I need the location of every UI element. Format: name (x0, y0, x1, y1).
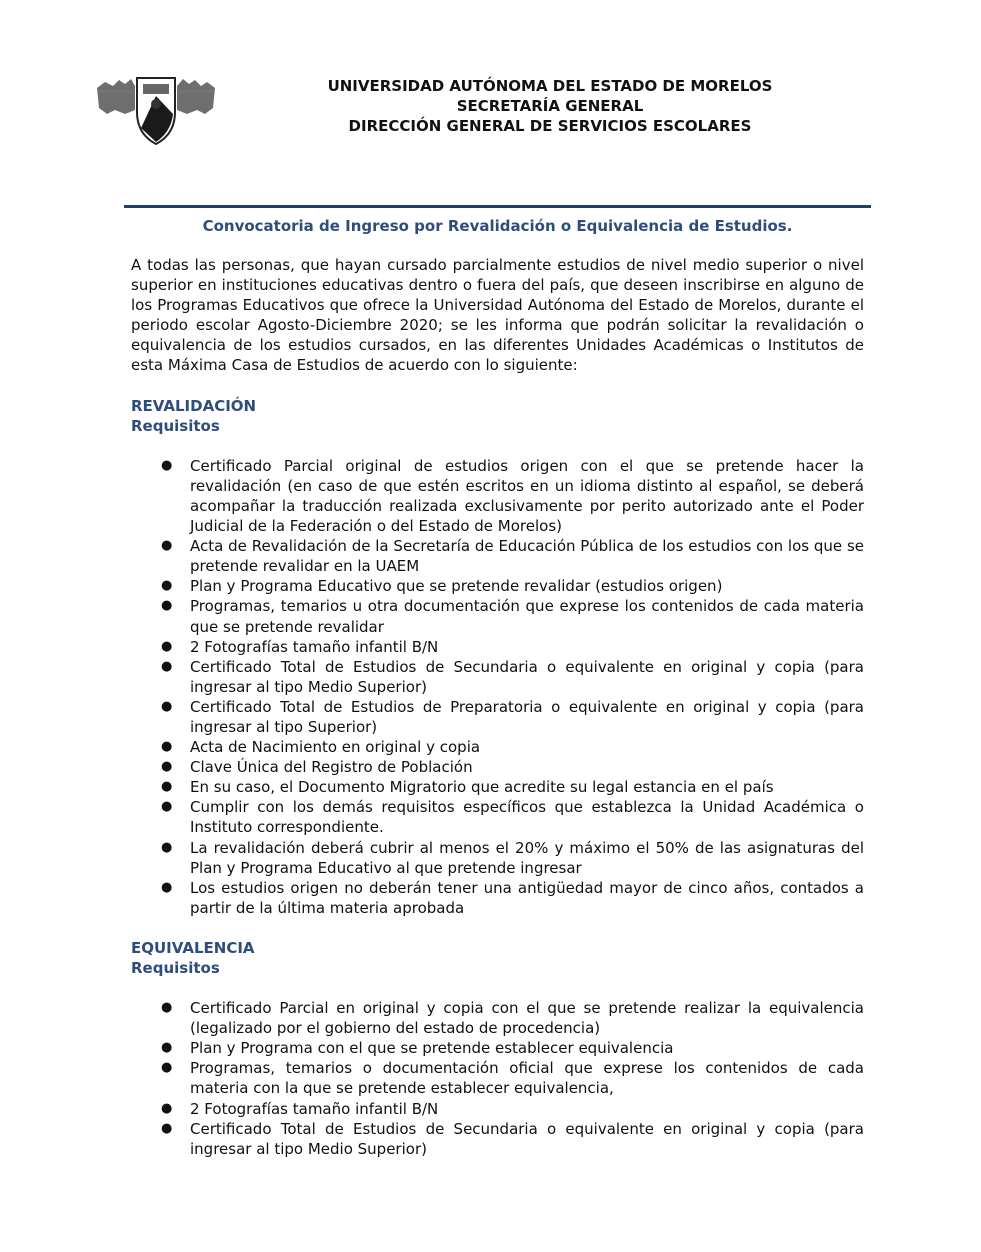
list-item: ● Certificado Total de Estudios de Secundaria o equivalente en original y copia (para ingresar al tipo Medio Superior) (161, 657, 864, 696)
revalidacion-requisitos-heading: Requisitos (131, 416, 220, 435)
bullet-icon: ● (161, 779, 173, 795)
list-item: ● Acta de Nacimiento en original y copia (161, 738, 481, 757)
bullet-icon: ● (161, 538, 173, 554)
list-item: ● En su caso, el Documento Migratorio que acredite su legal estancia en el país (161, 778, 774, 797)
bullet-icon: ● (161, 457, 173, 473)
list-item: ● Programas, temarios u otra documentación que exprese los contenidos de cada materia que se pretende revalidar (161, 597, 864, 636)
list-item: ● Plan y Programa con el que se pretende establecer equivalencia (161, 1039, 674, 1058)
bullet-icon: ● (161, 1060, 173, 1076)
institution-header (290, 76, 810, 136)
university-coat-of-arms-logo (95, 74, 217, 146)
bullet-icon: ● (161, 658, 173, 674)
secretaria-general: SECRETARÍA GENERAL (456, 97, 644, 115)
list-item: ● Certificado Parcial en original y copia con el que se pretende realizar la equivalencia (legalizado por el gobierno del estado de procedencia) (161, 999, 864, 1038)
bullet-icon: ● (161, 739, 173, 755)
revalidacion-requirements-list (131, 456, 864, 918)
list-item: ● Certificado Total de Estudios de Secundaria o equivalente en original y copia (para ingresar al tipo Medio Superior) (161, 1119, 864, 1158)
list-item: ● Programas, temarios o documentación oficial que exprese los contenidos de cada materia con la que se pretende establecer equivalencia, (161, 1059, 864, 1098)
equivalencia-requisitos-heading: Requisitos (131, 959, 220, 977)
bullet-icon: ● (161, 839, 173, 855)
intro-paragraph: A todas las personas, que hayan cursado parcialmente estudios de nivel medio superior o nivel superior en instituciones educativas dentro o fuera del país, que deseen inscribirse en alguno de los Programas Educativos que ofrece la Universidad Autónoma del Estado de Morelos, durante el periodo escolar Agosto-Diciembre 2020; se les informa que podrán solicitar la revalidación o equivalencia de los estudios cursados, en las diferentes Unidades Académicas o Institutos de esta Máxima Casa de Estudios de acuerdo con lo siguiente: (131, 256, 864, 375)
list-item: ● Plan y Programa Educativo que se pretende revalidar (estudios origen) (161, 577, 723, 596)
header-divider (124, 205, 871, 208)
list-item: ● 2 Fotografías tamaño infantil B/N (161, 1099, 439, 1118)
bullet-icon: ● (161, 578, 173, 594)
bullet-icon: ● (161, 879, 173, 895)
bullet-icon: ● (161, 638, 173, 654)
bullet-icon: ● (161, 759, 173, 775)
document-title: Convocatoria de Ingreso por Revalidación o Equivalencia de Estudios. (202, 217, 793, 235)
revalidacion-heading: REVALIDACIÓN (131, 396, 257, 415)
list-item: ● Acta de Revalidación de la Secretaría de Educación Pública de los estudios con los que se pretende revalidar en la UAEM (161, 537, 864, 576)
list-item: ● Cumplir con los demás requisitos específicos que establezca la Unidad Académica o Instituto correspondiente. (161, 798, 864, 837)
list-item: ● Certificado Parcial original de estudios origen con el que se pretende hacer la revalidación (en caso de que estén escritos en un idioma distinto al español, se deberá acompañar la traducción realizada exclusivamente por perito autorizado ante el Poder Judicial de la Federación o del Estado de Morelos) (161, 456, 864, 536)
list-item: ● Clave Única del Registro de Población (161, 758, 473, 777)
bullet-icon: ● (161, 799, 173, 815)
equivalencia-heading: EQUIVALENCIA (131, 938, 255, 957)
list-item: ● 2 Fotografías tamaño infantil B/N (161, 637, 439, 656)
university-name: UNIVERSIDAD AUTÓNOMA DEL ESTADO DE MORELOS (327, 77, 773, 95)
list-item: ● La revalidación deberá cubrir al menos el 20% y máximo el 50% de las asignaturas del Plan y Programa Educativo al que pretende ingresar (161, 838, 864, 877)
bullet-icon: ● (161, 1100, 173, 1116)
list-item: ● Certificado Total de Estudios de Preparatoria o equivalente en original y copia (para ingresar al tipo Superior) (161, 697, 864, 736)
bullet-icon: ● (161, 1040, 173, 1056)
list-item: ● Los estudios origen no deberán tener una antigüedad mayor de cinco años, contados a partir de la última materia aprobada (161, 878, 864, 917)
bullet-icon: ● (161, 1000, 173, 1016)
document-body (131, 255, 864, 1159)
equivalencia-requirements-list (131, 998, 864, 1159)
bullet-icon: ● (161, 598, 173, 614)
bullet-icon: ● (161, 698, 173, 714)
direccion-general: DIRECCIÓN GENERAL DE SERVICIOS ESCOLARES (348, 117, 752, 135)
bullet-icon: ● (161, 1120, 173, 1136)
